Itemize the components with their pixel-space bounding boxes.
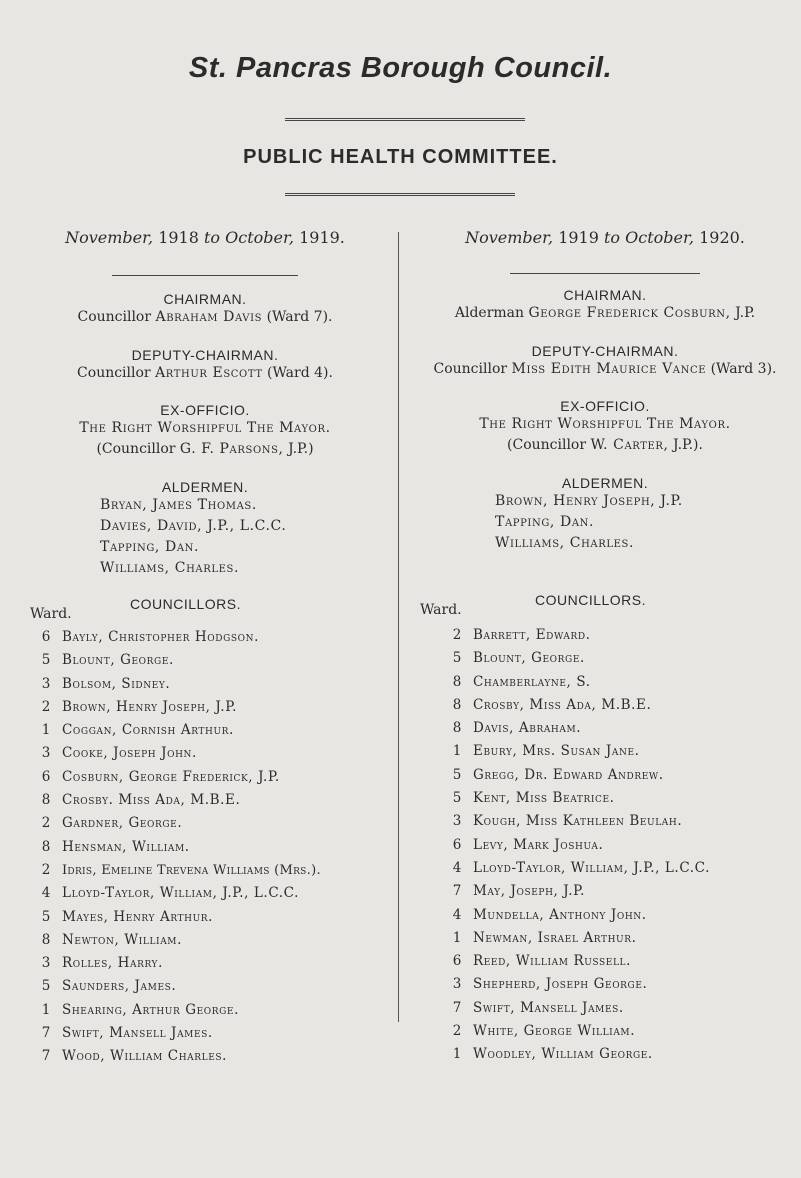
- councillor-row: [30, 859, 380, 882]
- alderman-item: Williams, Charles.: [100, 560, 240, 576]
- councillor-ward: 8: [452, 720, 462, 737]
- chairman-line: [415, 303, 795, 324]
- exofficio-mayor: The Right Worshipful The Mayor.: [79, 420, 331, 436]
- councillor-name: Blount, George.: [473, 650, 585, 667]
- deputy-line: [415, 359, 795, 380]
- councillor-row: [30, 696, 380, 719]
- councillor-ward: 8: [452, 696, 462, 713]
- period-start-year: 1918: [158, 228, 199, 247]
- councillor-name: Bolsom, Sidney.: [62, 675, 171, 692]
- councillor-ward: 5: [452, 650, 462, 667]
- councillor-name: Crosby. Miss Ada, M.B.E.: [62, 792, 241, 809]
- councillor-name: Blount, George.: [62, 652, 174, 669]
- councillor-name: Rolles, Harry.: [62, 955, 163, 972]
- period-start-month: November,: [65, 228, 154, 247]
- councillor-row: [30, 742, 380, 765]
- councillor-ward: 5: [41, 908, 51, 925]
- councillor-row: [30, 882, 380, 905]
- councillor-ward: 7: [41, 1025, 51, 1042]
- councillor-ward: 3: [41, 955, 51, 972]
- aldermen-heading: ALDERMEN.: [161, 479, 249, 495]
- exofficio-section: [415, 398, 795, 456]
- period-to: to: [604, 228, 621, 247]
- councillor-name: Gardner, George.: [62, 815, 183, 832]
- councillor-ward: 3: [41, 745, 51, 762]
- councillors-list: [30, 626, 380, 1069]
- councillor-ward: 4: [41, 885, 51, 902]
- deputy-ward: (Ward 4).: [267, 365, 333, 381]
- title-rule: [285, 118, 525, 121]
- exofficio-mayor: The Right Worshipful The Mayor.: [479, 416, 731, 432]
- alderman-item: Brown, Henry Joseph, J.P.: [495, 493, 683, 509]
- councillor-row: [441, 927, 795, 950]
- councillor-ward: 3: [452, 976, 462, 993]
- councillor-ward: 1: [452, 1046, 462, 1063]
- councillor-name: Shearing, Arthur George.: [62, 1001, 239, 1018]
- councillor-row: [441, 764, 795, 787]
- councillor-name: Newton, William.: [62, 931, 183, 948]
- councillor-ward: 5: [452, 790, 462, 807]
- councillor-ward: 5: [452, 766, 462, 783]
- councillor-name: Shepherd, Joseph George.: [473, 976, 648, 993]
- councillor-row: [30, 999, 380, 1022]
- councillor-ward: 2: [41, 815, 51, 832]
- councillor-name: Wood, William Charles.: [62, 1048, 228, 1065]
- councillor-name: Davis, Abraham.: [473, 720, 582, 737]
- councillor-name: Swift, Mansell James.: [62, 1025, 213, 1042]
- exofficio-prefix: (Councillor: [96, 441, 176, 457]
- chairman-name: George Frederick Cosburn,: [528, 305, 731, 321]
- councillor-ward: 5: [41, 978, 51, 995]
- councillor-name: Levy, Mark Joshua.: [473, 836, 604, 853]
- exofficio-suffix: J.P.).: [673, 437, 703, 453]
- councillor-name: Saunders, James.: [62, 978, 177, 995]
- councillors-header: [415, 592, 795, 618]
- exofficio-councillor: [415, 435, 795, 456]
- deputy-heading: DEPUTY-CHAIRMAN.: [131, 347, 279, 363]
- councillor-ward: 8: [41, 792, 51, 809]
- councillor-name: Brown, Henry Joseph, J.P.: [62, 698, 238, 715]
- page-title: St. Pancras Borough Council.: [188, 52, 613, 84]
- councillor-name: Lloyd-Taylor, William, J.P., L.C.C.: [62, 885, 299, 902]
- councillor-name: Coggan, Cornish Arthur.: [62, 722, 234, 739]
- period-to: to: [204, 228, 221, 247]
- councillor-name: Ebury, Mrs. Susan Jane.: [473, 743, 640, 760]
- councillor-ward: 2: [452, 627, 462, 643]
- councillor-row: [441, 810, 795, 833]
- councillor-name: Cooke, Joseph John.: [62, 745, 197, 762]
- councillor-name: Bayly, Christopher Hodgson.: [62, 629, 259, 645]
- exofficio-prefix: (Councillor: [507, 437, 587, 453]
- councillor-name: Newman, Israel Arthur.: [473, 929, 637, 946]
- period-end-month: October,: [625, 228, 694, 247]
- councillor-row: [30, 766, 380, 789]
- deputy-name: Miss Edith Maurice Vance: [511, 361, 707, 377]
- councillor-ward: 2: [41, 861, 51, 878]
- councillor-row: [441, 787, 795, 810]
- councillor-name: Mayes, Henry Arthur.: [62, 908, 214, 925]
- councillor-row: [441, 950, 795, 973]
- councillor-ward: 4: [452, 859, 462, 876]
- councillor-row: [30, 952, 380, 975]
- deputy-name: Arthur Escott: [155, 365, 263, 381]
- councillor-name: Kough, Miss Kathleen Beulah.: [473, 813, 683, 830]
- councillor-name: Swift, Mansell James.: [473, 999, 624, 1016]
- councillor-row: [30, 789, 380, 812]
- councillor-row: [441, 997, 795, 1020]
- councillor-row: [30, 812, 380, 835]
- councillor-row: [441, 834, 795, 857]
- councillor-row: [30, 906, 380, 929]
- period-end-year: 1920.: [699, 228, 745, 247]
- alderman-item: Bryan, James Thomas.: [100, 497, 257, 513]
- councillor-ward: 7: [41, 1048, 51, 1065]
- exofficio-councillor: [30, 439, 380, 460]
- councillor-ward: 2: [452, 1023, 462, 1040]
- councillor-row: [30, 929, 380, 952]
- councillor-ward: 5: [41, 652, 51, 669]
- councillor-row: [30, 1045, 380, 1068]
- councillor-row: [441, 880, 795, 903]
- councillor-row: [441, 694, 795, 717]
- chairman-suffix: J.P.: [735, 305, 756, 321]
- aldermen-section: [415, 475, 795, 554]
- councillor-row: [30, 836, 380, 859]
- councillor-row: [30, 649, 380, 672]
- chairman-line: [30, 307, 380, 328]
- subtitle-rule: [285, 193, 515, 196]
- councillor-row: [30, 719, 380, 742]
- chairman-title: Councillor: [77, 309, 152, 325]
- councillor-name: White, George William.: [473, 1023, 636, 1040]
- column-divider: [398, 232, 399, 1022]
- alderman-item: Williams, Charles.: [495, 535, 635, 551]
- councillor-name: Gregg, Dr. Edward Andrew.: [473, 766, 664, 783]
- councillor-ward: 2: [41, 698, 51, 715]
- period-heading: [30, 228, 380, 247]
- councillor-ward: 1: [452, 929, 462, 946]
- councillor-row: [30, 673, 380, 696]
- councillor-row: [441, 973, 795, 996]
- councillor-row: [30, 1022, 380, 1045]
- councillors-heading: COUNCILLORS.: [130, 596, 242, 612]
- councillor-row: [441, 1043, 795, 1066]
- deputy-title: Councillor: [433, 361, 508, 377]
- councillor-name: Chamberlayne, S.: [473, 673, 591, 690]
- aldermen-list: [415, 491, 795, 554]
- councillor-ward: 1: [41, 722, 51, 739]
- deputy-section: [415, 343, 795, 380]
- councillor-name: Crosby, Miss Ada, M.B.E.: [473, 696, 652, 713]
- councillor-name: Hensman, William.: [62, 838, 190, 855]
- councillor-name: Reed, William Russell.: [473, 953, 631, 970]
- councillor-name: Lloyd-Taylor, William, J.P., L.C.C.: [473, 859, 710, 876]
- councillor-ward: 4: [452, 906, 462, 923]
- period-start-year: 1919: [558, 228, 599, 247]
- councillor-ward: 3: [41, 675, 51, 692]
- chairman-name: Abraham Davis: [155, 309, 263, 325]
- councillor-row: [441, 1020, 795, 1043]
- councillor-ward: 6: [41, 629, 51, 645]
- councillor-row: [441, 857, 795, 880]
- councillor-ward: 3: [452, 813, 462, 830]
- councillor-ward: 6: [41, 768, 51, 785]
- ward-column-label: Ward.: [30, 606, 72, 622]
- exofficio-heading: EX-OFFICIO.: [560, 398, 650, 414]
- aldermen-heading: ALDERMEN.: [561, 475, 649, 491]
- chairman-heading: CHAIRMAN.: [563, 287, 647, 303]
- councillor-name: Kent, Miss Beatrice.: [473, 790, 615, 807]
- aldermen-list: [30, 495, 380, 579]
- councillor-row: [30, 626, 380, 649]
- councillor-ward: 7: [452, 883, 462, 900]
- exofficio-suffix: J.P.): [288, 441, 314, 457]
- exofficio-name: W. Carter,: [590, 437, 669, 453]
- councillor-row: [441, 671, 795, 694]
- column-1919-1920: [415, 228, 795, 1067]
- councillor-name: Barrett, Edward.: [473, 627, 591, 643]
- deputy-line: [30, 363, 380, 384]
- deputy-ward: (Ward 3).: [710, 361, 777, 377]
- chairman-heading: CHAIRMAN.: [163, 291, 247, 307]
- councillor-ward: 8: [41, 838, 51, 855]
- councillor-row: [30, 975, 380, 998]
- councillor-ward: 7: [452, 999, 462, 1016]
- period-heading: [415, 228, 795, 247]
- alderman-item: Davies, David, J.P., L.C.C.: [100, 518, 287, 534]
- councillor-row: [441, 624, 795, 647]
- councillor-ward: 1: [41, 1001, 51, 1018]
- column-1918-1919: [30, 228, 380, 1069]
- councillor-ward: 6: [452, 836, 462, 853]
- councillor-row: [441, 717, 795, 740]
- alderman-item: Tapping, Dan.: [100, 539, 200, 555]
- exofficio-name: G. F. Parsons,: [179, 441, 284, 457]
- councillor-name: Mundella, Anthony John.: [473, 906, 647, 923]
- alderman-item: Tapping, Dan.: [495, 514, 595, 530]
- councillor-row: [441, 647, 795, 670]
- councillor-name: Idris, Emeline Trevena Williams (Mrs.).: [62, 862, 321, 878]
- period-rule: [510, 273, 700, 274]
- period-start-month: November,: [465, 228, 554, 247]
- exofficio-section: [30, 402, 380, 460]
- councillor-row: [441, 740, 795, 763]
- period-rule: [112, 275, 298, 276]
- period-end-year: 1919.: [299, 228, 345, 247]
- period-end-month: October,: [225, 228, 294, 247]
- councillor-ward: 6: [452, 953, 462, 970]
- chairman-section: [415, 287, 795, 324]
- chairman-section: [30, 291, 380, 328]
- councillors-header: [30, 596, 380, 622]
- councillor-name: May, Joseph, J.P.: [473, 883, 585, 900]
- deputy-title: Councillor: [77, 365, 151, 381]
- chairman-ward: (Ward 7).: [266, 309, 333, 325]
- councillor-ward: 8: [452, 673, 462, 690]
- councillors-heading: COUNCILLORS.: [535, 592, 647, 608]
- ward-column-label: Ward.: [420, 602, 462, 618]
- councillor-ward: 8: [41, 931, 51, 948]
- committee-title: PUBLIC HEALTH COMMITTEE.: [243, 146, 558, 168]
- exofficio-heading: EX-OFFICIO.: [160, 402, 250, 418]
- aldermen-section: [30, 479, 380, 579]
- councillor-row: [441, 904, 795, 927]
- councillor-ward: 1: [452, 743, 462, 760]
- chairman-title: Alderman: [454, 305, 525, 321]
- deputy-section: [30, 347, 380, 384]
- councillors-list: [415, 624, 795, 1067]
- councillor-name: Woodley, William George.: [473, 1046, 653, 1063]
- deputy-heading: DEPUTY-CHAIRMAN.: [531, 343, 679, 359]
- councillor-name: Cosburn, George Frederick, J.P.: [62, 768, 280, 785]
